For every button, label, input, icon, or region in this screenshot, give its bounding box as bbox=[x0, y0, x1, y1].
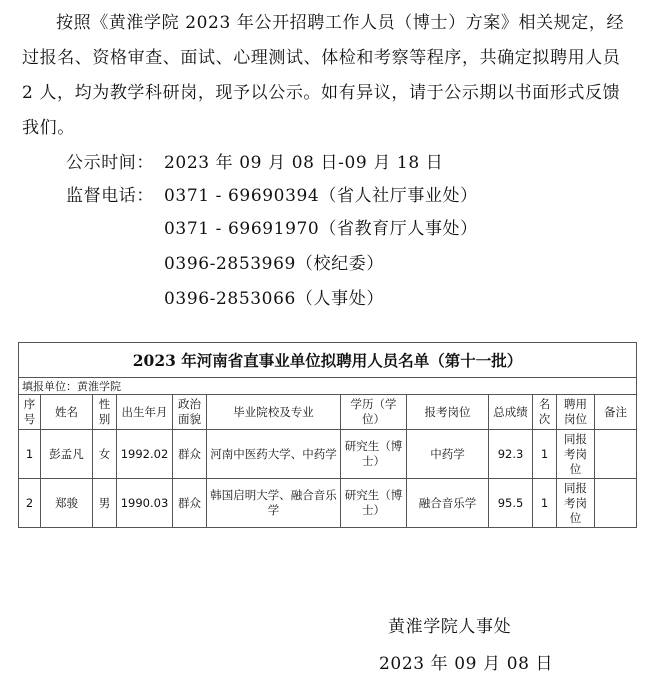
supervision-phone-3: 0396-2853969（校纪委） bbox=[164, 254, 384, 274]
header-gender: 性别 bbox=[93, 395, 117, 430]
hiring-roster-table bbox=[18, 342, 637, 528]
cell-hire-post: 同报考岗位 bbox=[557, 479, 595, 528]
cell-political: 群众 bbox=[173, 479, 207, 528]
table-row bbox=[19, 430, 637, 479]
cell-hire-post: 同报考岗位 bbox=[557, 430, 595, 479]
supervision-phone-label: 监督电话： bbox=[66, 186, 154, 206]
cell-score: 92.3 bbox=[489, 430, 533, 479]
announcement-paragraph: 按照《黄淮学院 2023 年公开招聘工作人员（博士）方案》相关规定，经过报名、资格审查、面试、心理测试、体检和考察等程序，共确定拟聘用人员 2 人，均为教学科研岗，现予以公示。如有异议，请于公示期以书面形式反馈我们。 bbox=[22, 13, 625, 138]
header-birth: 出生年月 bbox=[117, 395, 173, 430]
cell-name: 彭孟凡 bbox=[41, 430, 93, 479]
reporting-unit: 填报单位：黄淮学院 bbox=[19, 378, 637, 395]
header-rank: 名次 bbox=[533, 395, 557, 430]
header-name: 姓名 bbox=[41, 395, 93, 430]
cell-post: 融合音乐学 bbox=[407, 479, 489, 528]
header-post: 报考岗位 bbox=[407, 395, 489, 430]
header-remarks: 备注 bbox=[595, 395, 637, 430]
header-school: 毕业院校及专业 bbox=[207, 395, 341, 430]
cell-education: 研究生（博士） bbox=[341, 430, 407, 479]
table-header-row bbox=[19, 395, 637, 430]
cell-seq: 1 bbox=[19, 430, 41, 479]
issuing-office: 黄淮学院人事处 bbox=[388, 617, 512, 637]
header-hire-post: 聘用岗位 bbox=[557, 395, 595, 430]
cell-rank: 1 bbox=[533, 479, 557, 528]
cell-score: 95.5 bbox=[489, 479, 533, 528]
notice-period-value: 2023 年 09 月 08 日-09 月 18 日 bbox=[164, 153, 444, 173]
table-row bbox=[19, 479, 637, 528]
cell-school: 韩国启明大学、融合音乐学 bbox=[207, 479, 341, 528]
header-seq: 序号 bbox=[19, 395, 41, 430]
header-education: 学历（学位） bbox=[341, 395, 407, 430]
cell-birth: 1990.03 bbox=[117, 479, 173, 528]
cell-education: 研究生（博士） bbox=[341, 479, 407, 528]
table-title: 2023 年河南省直事业单位拟聘用人员名单（第十一批） bbox=[19, 343, 637, 378]
header-political: 政治面貌 bbox=[173, 395, 207, 430]
issue-date: 2023 年 09 月 08 日 bbox=[379, 654, 554, 674]
cell-seq: 2 bbox=[19, 479, 41, 528]
supervision-phone-1: 0371 - 69690394（省人社厅事业处） bbox=[164, 186, 478, 206]
cell-remarks bbox=[595, 430, 637, 479]
cell-political: 群众 bbox=[173, 430, 207, 479]
header-score: 总成绩 bbox=[489, 395, 533, 430]
supervision-phone-4: 0396-2853066（人事处） bbox=[164, 289, 384, 309]
cell-birth: 1992.02 bbox=[117, 430, 173, 479]
cell-name: 郑骏 bbox=[41, 479, 93, 528]
cell-gender: 女 bbox=[93, 430, 117, 479]
supervision-phone-2: 0371 - 69691970（省教育厅人事处） bbox=[164, 219, 478, 239]
cell-remarks bbox=[595, 479, 637, 528]
cell-gender: 男 bbox=[93, 479, 117, 528]
cell-post: 中药学 bbox=[407, 430, 489, 479]
notice-period-label: 公示时间： bbox=[66, 153, 154, 173]
cell-school: 河南中医药大学、中药学 bbox=[207, 430, 341, 479]
cell-rank: 1 bbox=[533, 430, 557, 479]
